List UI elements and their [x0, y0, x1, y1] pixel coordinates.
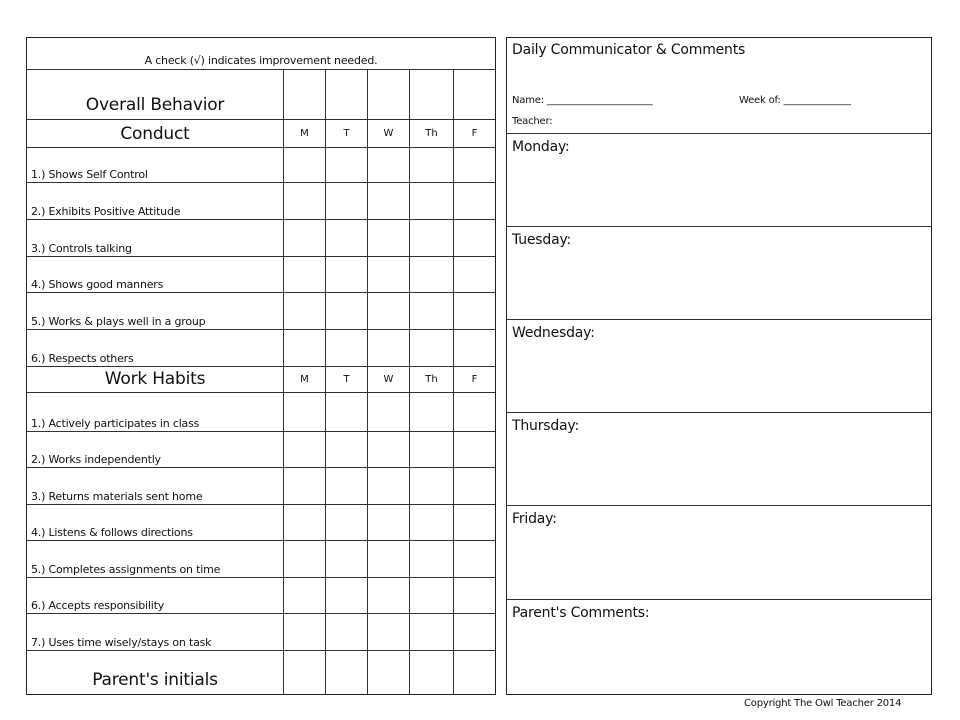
- checkbox-cell[interactable]: [409, 330, 453, 366]
- behavior-item-label: 6.) Respects others: [31, 352, 134, 365]
- checkbox-cell[interactable]: [409, 578, 453, 613]
- checkbox-cell[interactable]: [409, 468, 453, 504]
- checkbox-cell[interactable]: [283, 70, 325, 119]
- checkbox-cell[interactable]: [325, 505, 367, 540]
- checkbox-cell[interactable]: [453, 541, 495, 577]
- checkbox-cell[interactable]: [367, 432, 409, 467]
- checkbox-cell[interactable]: [283, 183, 325, 219]
- name-field[interactable]: Name: ______________________: [512, 95, 653, 106]
- checkbox-cell[interactable]: [283, 330, 325, 366]
- checkbox-cell[interactable]: [283, 148, 325, 182]
- checkbox-cell[interactable]: [283, 468, 325, 504]
- week-of-field[interactable]: Week of: ______________: [739, 95, 851, 106]
- checkbox-cell[interactable]: [453, 505, 495, 540]
- checkbox-cell[interactable]: [453, 293, 495, 329]
- work-habit-item-row: [27, 504, 495, 540]
- work-habits-header-row: [27, 366, 495, 392]
- checkbox-cell[interactable]: [453, 148, 495, 182]
- day-header-w: W: [367, 120, 409, 147]
- work-habits-heading: Work Habits: [104, 369, 206, 389]
- work-habit-item-row: [27, 540, 495, 577]
- checkbox-cell[interactable]: [325, 578, 367, 613]
- behavior-item-label: 4.) Shows good manners: [31, 278, 164, 291]
- checkbox-cell[interactable]: [283, 578, 325, 613]
- checkbox-cell[interactable]: [409, 183, 453, 219]
- copyright-text: Copyright The Owl Teacher 2014: [744, 698, 902, 709]
- checkbox-cell[interactable]: [409, 541, 453, 577]
- checkbox-cell[interactable]: [409, 614, 453, 650]
- checkbox-cell[interactable]: [409, 432, 453, 467]
- checkbox-cell[interactable]: [367, 614, 409, 650]
- checkbox-cell[interactable]: [325, 614, 367, 650]
- checkbox-cell[interactable]: [409, 257, 453, 292]
- behavior-item-label: 6.) Accepts responsibility: [31, 599, 165, 612]
- day-box-monday[interactable]: [507, 133, 931, 226]
- checkbox-cell[interactable]: [325, 468, 367, 504]
- behavior-item-label: 1.) Actively participates in class: [31, 417, 200, 430]
- checkbox-cell[interactable]: [409, 293, 453, 329]
- conduct-header-row: [27, 119, 495, 147]
- overall-behavior-row: [27, 69, 495, 119]
- checkbox-cell[interactable]: [325, 541, 367, 577]
- checkbox-cell[interactable]: [367, 330, 409, 366]
- work-habit-item-row: [27, 467, 495, 504]
- day-header-w: W: [367, 367, 409, 392]
- checkbox-cell[interactable]: [367, 541, 409, 577]
- checkbox-cell[interactable]: [283, 220, 325, 256]
- checkbox-cell[interactable]: [283, 393, 325, 431]
- checkbox-cell[interactable]: [283, 257, 325, 292]
- checkbox-cell[interactable]: [367, 257, 409, 292]
- checkbox-cell[interactable]: [325, 70, 367, 119]
- conduct-item-row: [27, 329, 495, 366]
- checkbox-cell[interactable]: [453, 578, 495, 613]
- checkbox-cell[interactable]: [367, 505, 409, 540]
- checkbox-cell[interactable]: [283, 505, 325, 540]
- conduct-item-row: [27, 182, 495, 219]
- checkbox-cell[interactable]: [325, 183, 367, 219]
- day-box-friday[interactable]: [507, 505, 931, 599]
- conduct-heading: Conduct: [120, 124, 190, 144]
- checkbox-cell[interactable]: [367, 578, 409, 613]
- day-label: Friday:: [512, 511, 557, 527]
- day-header-m: M: [283, 120, 325, 147]
- initials-cell[interactable]: [367, 651, 409, 694]
- initials-cell[interactable]: [453, 651, 495, 694]
- checkbox-cell[interactable]: [325, 393, 367, 431]
- parents-comments-box[interactable]: [507, 599, 931, 694]
- day-label: Wednesday:: [512, 325, 595, 341]
- checkbox-cell[interactable]: [453, 70, 495, 119]
- conduct-item-row: [27, 219, 495, 256]
- checkbox-cell[interactable]: [283, 293, 325, 329]
- checkbox-cell[interactable]: [325, 148, 367, 182]
- checkbox-cell[interactable]: [453, 257, 495, 292]
- parents-comments-label: Parent's Comments:: [512, 605, 650, 621]
- conduct-item-row: [27, 292, 495, 329]
- conduct-item-row: [27, 256, 495, 292]
- behavior-chart: [26, 37, 496, 695]
- day-label: Thursday:: [512, 418, 579, 434]
- behavior-item-label: 2.) Works independently: [31, 453, 161, 466]
- day-header-f: F: [453, 120, 495, 147]
- checkbox-cell[interactable]: [453, 614, 495, 650]
- checkbox-cell[interactable]: [283, 614, 325, 650]
- check-note: A check (√) indicates improvement needed.: [144, 54, 378, 67]
- behavior-item-label: 3.) Returns materials sent home: [31, 490, 203, 503]
- day-box-wednesday[interactable]: [507, 319, 931, 412]
- checkbox-cell[interactable]: [453, 432, 495, 467]
- checkbox-cell[interactable]: [367, 468, 409, 504]
- behavior-item-label: 5.) Works & plays well in a group: [31, 315, 206, 328]
- communicator-title: Daily Communicator & Comments: [512, 42, 746, 58]
- checkbox-cell[interactable]: [409, 505, 453, 540]
- communicator-header: [507, 38, 931, 133]
- checkbox-cell[interactable]: [325, 220, 367, 256]
- day-label: Monday:: [512, 139, 570, 155]
- checkbox-cell[interactable]: [453, 468, 495, 504]
- checkbox-cell[interactable]: [409, 393, 453, 431]
- checkbox-cell[interactable]: [453, 220, 495, 256]
- day-box-tuesday[interactable]: [507, 226, 931, 319]
- checkbox-cell[interactable]: [325, 293, 367, 329]
- daily-communicator: [506, 37, 932, 695]
- day-box-thursday[interactable]: [507, 412, 931, 505]
- checkbox-cell[interactable]: [367, 148, 409, 182]
- behavior-item-label: 5.) Completes assignments on time: [31, 563, 221, 576]
- checkbox-cell[interactable]: [367, 393, 409, 431]
- checkbox-cell[interactable]: [453, 330, 495, 366]
- checkbox-cell[interactable]: [367, 220, 409, 256]
- checkbox-cell[interactable]: [453, 183, 495, 219]
- day-header-t: T: [325, 120, 367, 147]
- work-habit-item-row: [27, 392, 495, 431]
- day-header-m: M: [283, 367, 325, 392]
- checkbox-cell[interactable]: [367, 70, 409, 119]
- day-header-t: T: [325, 367, 367, 392]
- checkbox-cell[interactable]: [409, 148, 453, 182]
- initials-cell[interactable]: [283, 651, 325, 694]
- behavior-item-label: 3.) Controls talking: [31, 242, 132, 255]
- day-label: Tuesday:: [512, 232, 572, 248]
- parents-initials-label: Parent's initials: [92, 670, 218, 690]
- conduct-item-row: [27, 147, 495, 182]
- behavior-item-label: 1.) Shows Self Control: [31, 168, 148, 181]
- checkbox-cell[interactable]: [325, 432, 367, 467]
- checkbox-cell[interactable]: [283, 541, 325, 577]
- initials-cell[interactable]: [325, 651, 367, 694]
- checkbox-cell[interactable]: [325, 330, 367, 366]
- behavior-item-label: 2.) Exhibits Positive Attitude: [31, 205, 181, 218]
- checkbox-cell[interactable]: [367, 293, 409, 329]
- work-habit-item-row: [27, 577, 495, 613]
- checkbox-cell[interactable]: [409, 220, 453, 256]
- day-header-th: Th: [409, 367, 453, 392]
- checkbox-cell[interactable]: [325, 257, 367, 292]
- checkbox-cell[interactable]: [409, 70, 453, 119]
- initials-cell[interactable]: [409, 651, 453, 694]
- overall-behavior-label: Overall Behavior: [85, 95, 225, 115]
- day-header-f: F: [453, 367, 495, 392]
- behavior-item-label: 7.) Uses time wisely/stays on task: [31, 636, 212, 649]
- parents-initials-row: [27, 650, 495, 694]
- work-habit-item-row: [27, 431, 495, 467]
- teacher-field[interactable]: Teacher:: [512, 116, 553, 127]
- work-habit-item-row: [27, 613, 495, 650]
- checkbox-cell[interactable]: [367, 183, 409, 219]
- day-header-th: Th: [409, 120, 453, 147]
- checkbox-cell[interactable]: [283, 432, 325, 467]
- checkbox-cell[interactable]: [453, 393, 495, 431]
- behavior-item-label: 4.) Listens & follows directions: [31, 526, 193, 539]
